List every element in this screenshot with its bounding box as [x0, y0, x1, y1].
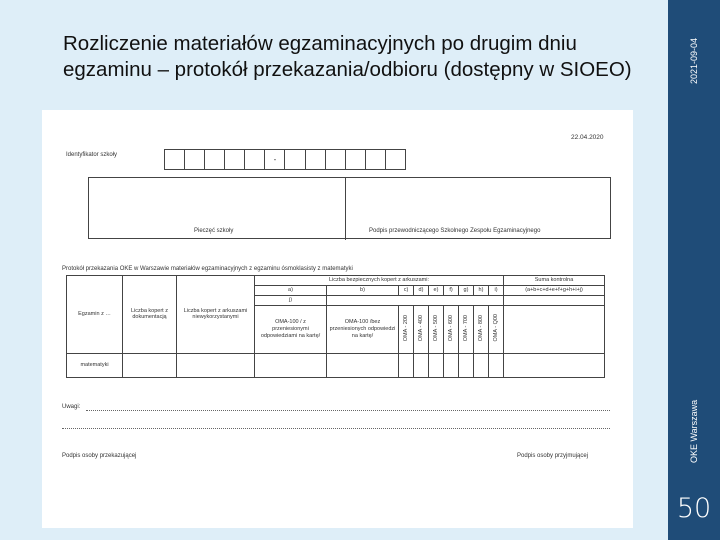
school-id-cell	[185, 150, 205, 169]
school-id-cell	[165, 150, 185, 169]
docs-envelopes-header: Liczba kopert z dokumentacją	[123, 276, 177, 354]
school-id-cell	[245, 150, 265, 169]
sub-col-i: i)	[489, 286, 504, 296]
secure-envelopes-header: Liczba bezpiecznych kopert z arkuszami:	[255, 276, 504, 286]
remarks-line	[62, 428, 610, 429]
sub-col-c: c)	[399, 286, 414, 296]
checksum-header: Suma kontrolna	[504, 276, 605, 286]
form-code: OMA - 600	[447, 314, 454, 341]
school-id-cell	[366, 150, 386, 169]
school-id-cell	[285, 150, 305, 169]
organization-label: OKE Warszawa	[689, 399, 699, 463]
sender-signature-label: Podpis osoby przekazującej	[62, 453, 137, 459]
slide-title-line-2: egzaminu – protokół przekazania/odbioru (dostępny w SIOEO)	[63, 58, 632, 81]
form-code: OMA - 800	[477, 314, 484, 341]
unused-envelopes-header: Liczba kopert z arkuszami niewykorzystanymi	[177, 276, 255, 354]
row-subject: matematyki	[67, 353, 123, 377]
form-code: OMA - 400	[417, 314, 424, 341]
school-id-cell	[386, 150, 405, 169]
exam-header: Egzamin z …	[67, 276, 123, 354]
receiver-signature-label: Podpis osoby przyjmującej	[517, 453, 589, 459]
sub-col-f: f)	[444, 286, 459, 296]
sub-col-d: d)	[414, 286, 429, 296]
school-id-cell	[225, 150, 245, 169]
col-b-description: OMA-100 /bez przeniesionych odpowiedzi na kartę/	[327, 305, 399, 353]
school-id-label: Identyfikator szkoły	[66, 152, 118, 158]
sub-col-j: j)	[255, 295, 327, 305]
slide-date: 2021-09-04	[689, 37, 699, 84]
school-id-cell	[346, 150, 366, 169]
school-id-boxes	[164, 149, 406, 170]
school-id-cell	[326, 150, 346, 169]
sub-col-h: h)	[474, 286, 489, 296]
page-number: 50	[676, 493, 712, 524]
form-code: OMA - 500	[432, 314, 439, 341]
school-id-cell	[306, 150, 326, 169]
checksum-formula: (a+b+c+d+e+f+g+h+i+j)	[504, 286, 605, 296]
remarks-label: Uwagi:	[62, 404, 81, 410]
document-date: 22.04.2020	[571, 134, 604, 141]
form-code: OMA - 200	[402, 314, 409, 341]
school-id-cell	[205, 150, 225, 169]
chair-signature-label: Podpis przewodniczącego Szkolnego Zespołu Egzaminacyjnego	[369, 228, 541, 234]
protocol-document	[42, 110, 633, 528]
slide-title-line-1: Rozliczenie materiałów egzaminacyjnych po drugim dniu	[63, 32, 577, 55]
envelopes-table	[66, 275, 605, 378]
stamp-label: Pieczęć szkoły	[194, 228, 234, 234]
remarks-line	[86, 410, 610, 411]
form-code: OMA - 700	[462, 314, 469, 341]
sub-col-e: e)	[429, 286, 444, 296]
sub-col-g: g)	[459, 286, 474, 296]
sub-col-b: b)	[327, 286, 399, 296]
col-a-description: OMA-100 / z przeniesionymi odpowiedziami na kartę/	[255, 305, 327, 353]
handover-heading: Protokół przekazania OKE w Warszawie materiałów egzaminacyjnych z egzaminu ósmoklasisty z matematyki	[62, 266, 353, 272]
school-id-cell: -	[265, 150, 285, 169]
sub-col-a: a)	[255, 286, 327, 296]
slide-title	[63, 31, 663, 83]
form-code: OMA - Q00	[492, 314, 499, 342]
